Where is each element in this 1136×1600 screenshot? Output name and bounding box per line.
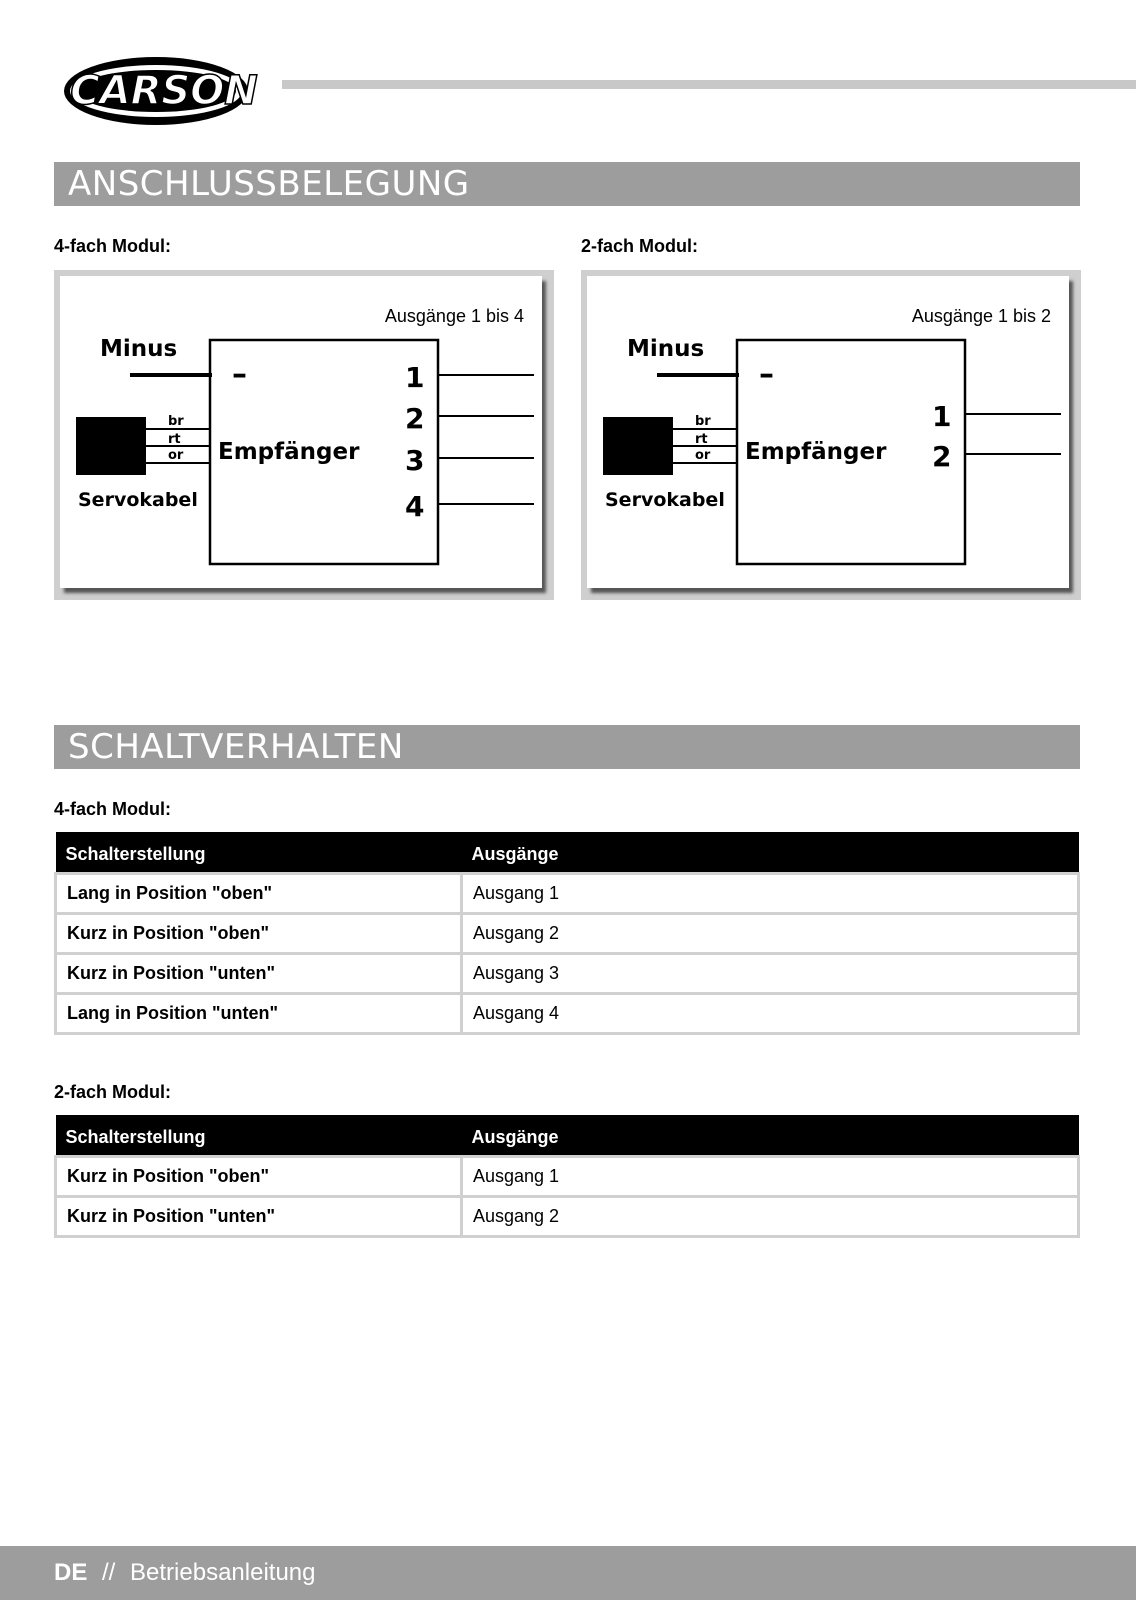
- wire-br: br: [695, 414, 711, 429]
- output-value: Ausgang 4: [462, 994, 1079, 1034]
- table-header-row: [56, 1115, 1079, 1157]
- minus-label: Minus: [100, 336, 178, 362]
- output-4: 4: [405, 490, 425, 523]
- table-header-row: [56, 832, 1079, 874]
- switch-position: Kurz in Position "unten": [56, 954, 462, 994]
- receiver-label: Empfänger: [218, 439, 360, 465]
- wire-rt: rt: [695, 432, 708, 447]
- table-row: [56, 914, 1079, 954]
- header-ausgaenge: Ausgänge: [462, 1115, 1079, 1157]
- footer-doc-title: Betriebsanleitung: [130, 1559, 316, 1586]
- label-4fach-table: 4-fach Modul:: [54, 799, 171, 819]
- header-rule: [282, 80, 1136, 89]
- servo-label: Servokabel: [78, 489, 198, 511]
- section-title-schaltverhalten: SCHALTVERHALTEN: [54, 725, 1080, 769]
- output-value: Ausgang 1: [462, 874, 1079, 914]
- carson-logo: [56, 54, 270, 128]
- servo-label: Servokabel: [605, 489, 725, 511]
- outputs-caption: Ausgänge 1 bis 4: [381, 306, 528, 327]
- servo-plug-icon: [76, 417, 146, 475]
- header-schalterstellung: Schalterstellung: [56, 1115, 462, 1157]
- output-value: Ausgang 1: [462, 1157, 1079, 1197]
- switch-position: Kurz in Position "unten": [56, 1197, 462, 1237]
- wire-or: or: [695, 448, 711, 463]
- servo-plug-icon: [603, 417, 673, 475]
- header-schalterstellung: Schalterstellung: [56, 832, 462, 874]
- table-row: [56, 1157, 1079, 1197]
- minus-sign: –: [759, 357, 774, 392]
- label-2fach-table: 2-fach Modul:: [54, 1082, 171, 1102]
- section-title-anschlussbelegung: ANSCHLUSSBELEGUNG: [54, 162, 1080, 206]
- output-2: 2: [932, 440, 952, 473]
- switch-position: Lang in Position "unten": [56, 994, 462, 1034]
- table-4fach: [54, 832, 1080, 1035]
- minus-sign: –: [232, 357, 247, 392]
- table-row: [56, 1197, 1079, 1237]
- switch-position: Kurz in Position "oben": [56, 914, 462, 954]
- output-3: 3: [405, 444, 425, 477]
- output-value: Ausgang 2: [462, 914, 1079, 954]
- diagram-4fach: [54, 270, 554, 600]
- diagram-2fach: [581, 270, 1081, 600]
- output-1: 1: [405, 361, 425, 394]
- wire-br: br: [168, 414, 184, 429]
- header-ausgaenge: Ausgänge: [462, 832, 1079, 874]
- output-value: Ausgang 3: [462, 954, 1079, 994]
- receiver-label: Empfänger: [745, 439, 887, 465]
- svg-text:CARSON: CARSON: [70, 68, 258, 114]
- output-value: Ausgang 2: [462, 1197, 1079, 1237]
- table-row: [56, 874, 1079, 914]
- table-row: [56, 994, 1079, 1034]
- table-row: [56, 954, 1079, 994]
- switch-position: Lang in Position "oben": [56, 874, 462, 914]
- output-2: 2: [405, 402, 425, 435]
- wire-or: or: [168, 448, 184, 463]
- outputs-caption: Ausgänge 1 bis 2: [908, 306, 1055, 327]
- label-2fach-diagram: 2-fach Modul:: [581, 236, 698, 256]
- output-1: 1: [932, 400, 952, 433]
- page-footer: [0, 1546, 1136, 1600]
- minus-label: Minus: [627, 336, 705, 362]
- label-4fach-diagram: 4-fach Modul:: [54, 236, 171, 256]
- switch-position: Kurz in Position "oben": [56, 1157, 462, 1197]
- footer-language: DE: [54, 1559, 88, 1586]
- footer-separator: //: [102, 1559, 116, 1586]
- wire-rt: rt: [168, 432, 181, 447]
- table-2fach: [54, 1115, 1080, 1238]
